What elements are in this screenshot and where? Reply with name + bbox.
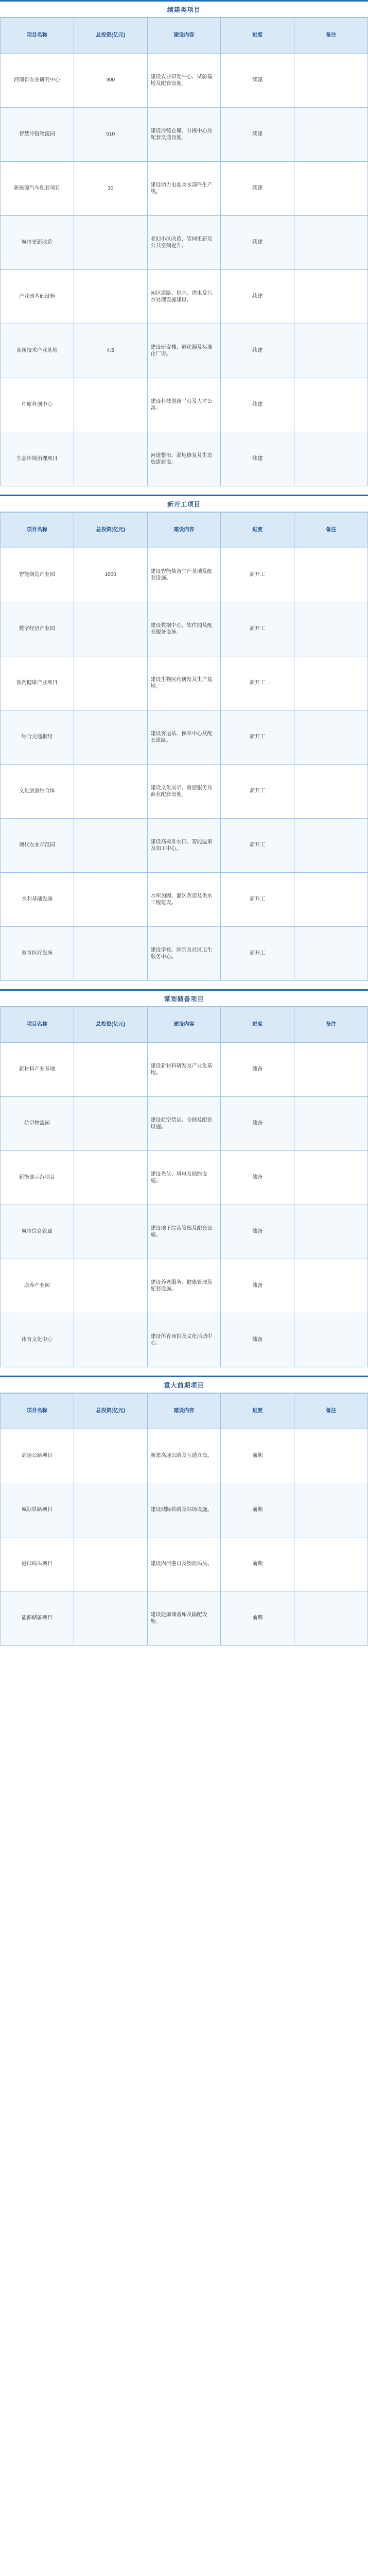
cell-content: 新建高速公路及互通立交。	[147, 1429, 221, 1483]
section-spacer	[0, 981, 368, 989]
cell-name: 医药健康产业项目	[1, 656, 74, 710]
cell-note	[294, 1537, 368, 1591]
cell-note	[294, 1205, 368, 1259]
table-row	[1, 162, 368, 216]
cell-content: 建设航空货运、仓储及配套设施。	[147, 1097, 221, 1151]
cell-note	[294, 1097, 368, 1151]
column-header: 进度	[221, 513, 294, 548]
cell-name: 产业园基础设施	[1, 270, 74, 324]
table-row	[1, 548, 368, 602]
column-header: 备注	[294, 18, 368, 54]
cell-status: 前期	[221, 1483, 294, 1537]
cell-num	[74, 1259, 147, 1313]
cell-name: 高新技术产业基地	[1, 324, 74, 378]
cell-note	[294, 819, 368, 873]
table-header-row	[1, 1007, 368, 1043]
cell-num	[74, 432, 147, 486]
column-header: 项目名称	[1, 1007, 74, 1043]
column-header: 建设内容	[147, 18, 221, 54]
section-title: 谋划储备项目	[0, 989, 368, 1007]
cell-num: 30	[74, 162, 147, 216]
cell-status: 新开工	[221, 710, 294, 765]
table-row	[1, 819, 368, 873]
cell-note	[294, 548, 368, 602]
cell-num	[74, 216, 147, 270]
cell-note	[294, 216, 368, 270]
cell-note	[294, 1313, 368, 1367]
cell-note	[294, 1591, 368, 1646]
section-1	[0, 0, 368, 495]
cell-content: 建设客运站、换乘中心及配套道路。	[147, 710, 221, 765]
column-header: 备注	[294, 1007, 368, 1043]
table-row	[1, 1591, 368, 1646]
cell-name: 教育医疗设施	[1, 927, 74, 981]
table-header-row	[1, 513, 368, 548]
cell-num	[74, 1429, 147, 1483]
cell-note	[294, 656, 368, 710]
column-header: 进度	[221, 18, 294, 54]
cell-status: 续建	[221, 270, 294, 324]
cell-status: 储备	[221, 1151, 294, 1205]
cell-num: 1000	[74, 548, 147, 602]
cell-num	[74, 1205, 147, 1259]
table-row	[1, 1429, 368, 1483]
table-row	[1, 1097, 368, 1151]
table-header-row	[1, 1394, 368, 1429]
cell-name: 新材料产业基地	[1, 1043, 74, 1097]
column-header: 项目名称	[1, 1394, 74, 1429]
cell-content: 建设新材料研发及产业化基地。	[147, 1043, 221, 1097]
section-3	[0, 989, 368, 1376]
cell-status: 新开工	[221, 765, 294, 819]
cell-note	[294, 602, 368, 656]
table-wrap	[0, 1007, 368, 1367]
cell-note	[294, 1483, 368, 1537]
cell-status: 续建	[221, 378, 294, 432]
cell-note	[294, 162, 368, 216]
column-header: 总投资(亿元)	[74, 1007, 147, 1043]
cell-status: 储备	[221, 1043, 294, 1097]
column-header: 项目名称	[1, 513, 74, 548]
cell-num	[74, 1483, 147, 1537]
table-row	[1, 765, 368, 819]
cell-name: 航空物流园	[1, 1097, 74, 1151]
cell-status: 新开工	[221, 873, 294, 927]
cell-content: 建设数据中心、软件园及配套服务设施。	[147, 602, 221, 656]
cell-content: 建设内河港口及物流码头。	[147, 1537, 221, 1591]
table-row	[1, 656, 368, 710]
cell-num	[74, 1591, 147, 1646]
cell-num: 300	[74, 54, 147, 108]
column-header: 总投资(亿元)	[74, 1394, 147, 1429]
cell-num	[74, 873, 147, 927]
cell-status: 前期	[221, 1429, 294, 1483]
cell-content: 建设冷链仓储、分拣中心及配套交通设施。	[147, 108, 221, 162]
table-wrap	[0, 18, 368, 486]
cell-content: 建设养老服务、健康管理及配套设施。	[147, 1259, 221, 1313]
cell-name: 现代农业示范园	[1, 819, 74, 873]
cell-name: 港口码头项目	[1, 1537, 74, 1591]
cell-num	[74, 1537, 147, 1591]
cell-note	[294, 873, 368, 927]
cell-status: 新开工	[221, 819, 294, 873]
cell-num	[74, 927, 147, 981]
table-header-row	[1, 18, 368, 54]
cell-note	[294, 1151, 368, 1205]
cell-note	[294, 710, 368, 765]
cell-num	[74, 819, 147, 873]
cell-name: 数字经济产业园	[1, 602, 74, 656]
table-wrap	[0, 1393, 368, 1646]
cell-content: 建设光伏、风电及储能设施。	[147, 1151, 221, 1205]
cell-note	[294, 270, 368, 324]
cell-note	[294, 324, 368, 378]
cell-num	[74, 1151, 147, 1205]
cell-num	[74, 602, 147, 656]
section-spacer	[0, 1367, 368, 1376]
project-table	[0, 512, 368, 981]
cell-status: 续建	[221, 216, 294, 270]
project-table	[0, 18, 368, 486]
cell-note	[294, 765, 368, 819]
cell-status: 续建	[221, 108, 294, 162]
cell-name: 智慧冷链物流园	[1, 108, 74, 162]
cell-note	[294, 1259, 368, 1313]
cell-content: 建设学校、医院及社区卫生服务中心。	[147, 927, 221, 981]
cell-num	[74, 1043, 147, 1097]
table-row	[1, 1205, 368, 1259]
cell-name: 河南省农业研究中心	[1, 54, 74, 108]
cell-status: 续建	[221, 324, 294, 378]
table-row	[1, 108, 368, 162]
section-title: 重大前期项目	[0, 1376, 368, 1393]
cell-num	[74, 1313, 147, 1367]
table-row	[1, 270, 368, 324]
cell-name: 水利基础设施	[1, 873, 74, 927]
cell-num	[74, 378, 147, 432]
cell-status: 前期	[221, 1591, 294, 1646]
cell-num	[74, 656, 147, 710]
column-header: 建设内容	[147, 1394, 221, 1429]
cell-name: 康养产业园	[1, 1259, 74, 1313]
cell-status: 新开工	[221, 927, 294, 981]
table-row	[1, 432, 368, 486]
cell-note	[294, 378, 368, 432]
section-2	[0, 495, 368, 989]
cell-note	[294, 432, 368, 486]
cell-status: 储备	[221, 1313, 294, 1367]
cell-content: 建设地下综合管廊及配套设施。	[147, 1205, 221, 1259]
cell-name: 城际铁路项目	[1, 1483, 74, 1537]
table-row	[1, 1151, 368, 1205]
cell-num	[74, 1097, 147, 1151]
column-header: 进度	[221, 1007, 294, 1043]
cell-name: 能源储备项目	[1, 1591, 74, 1646]
project-table	[0, 1007, 368, 1367]
cell-name: 城市更新改造	[1, 216, 74, 270]
cell-content: 建设研发楼、孵化器及标准化厂房。	[147, 324, 221, 378]
table-row	[1, 1483, 368, 1537]
cell-name: 新能源汽车配套项目	[1, 162, 74, 216]
cell-note	[294, 54, 368, 108]
column-header: 备注	[294, 513, 368, 548]
cell-note	[294, 108, 368, 162]
cell-content: 建设文化展示、旅游服务及商业配套设施。	[147, 765, 221, 819]
table-row	[1, 873, 368, 927]
table-row	[1, 1313, 368, 1367]
cell-note	[294, 927, 368, 981]
cell-status: 新开工	[221, 602, 294, 656]
cell-content: 建设农业研发中心、试验基地及配套设施。	[147, 54, 221, 108]
cell-content: 老旧小区改造、管网更新及公共空间提升。	[147, 216, 221, 270]
cell-status: 前期	[221, 1537, 294, 1591]
section-title: 续建类项目	[0, 0, 368, 18]
cell-name: 生态环境治理项目	[1, 432, 74, 486]
cell-content: 河道整治、湿地修复及生态廊道建设。	[147, 432, 221, 486]
cell-content: 园区道路、供水、供电及污水处理设施建设。	[147, 270, 221, 324]
table-row	[1, 216, 368, 270]
section-title: 新开工项目	[0, 495, 368, 512]
table-row	[1, 1259, 368, 1313]
cell-status: 续建	[221, 54, 294, 108]
table-row	[1, 378, 368, 432]
table-row	[1, 1043, 368, 1097]
cell-status: 新开工	[221, 656, 294, 710]
section-spacer	[0, 486, 368, 495]
cell-num: 4.5	[74, 324, 147, 378]
table-row	[1, 54, 368, 108]
column-header: 项目名称	[1, 18, 74, 54]
table-row	[1, 324, 368, 378]
section-spacer	[0, 1646, 368, 1654]
column-header: 建设内容	[147, 513, 221, 548]
cell-content: 建设能源储备库及输配设施。	[147, 1591, 221, 1646]
cell-content: 建设动力电池及零部件生产线。	[147, 162, 221, 216]
table-wrap	[0, 512, 368, 981]
cell-content: 建设生物医药研发及生产基地。	[147, 656, 221, 710]
cell-note	[294, 1429, 368, 1483]
cell-num	[74, 270, 147, 324]
cell-num	[74, 765, 147, 819]
table-row	[1, 602, 368, 656]
cell-content: 建设体育场馆及文化活动中心。	[147, 1313, 221, 1367]
table-row	[1, 1537, 368, 1591]
section-4	[0, 1376, 368, 1654]
cell-name: 综合交通枢纽	[1, 710, 74, 765]
cell-num: 510	[74, 108, 147, 162]
cell-name: 新能源示范项目	[1, 1151, 74, 1205]
cell-name: 高速公路项目	[1, 1429, 74, 1483]
cell-status: 续建	[221, 432, 294, 486]
cell-name: 城市综合管廊	[1, 1205, 74, 1259]
cell-status: 储备	[221, 1259, 294, 1313]
cell-name: 中原科创中心	[1, 378, 74, 432]
cell-content: 建设城际铁路及站场设施。	[147, 1483, 221, 1537]
cell-status: 续建	[221, 162, 294, 216]
cell-num	[74, 710, 147, 765]
column-header: 进度	[221, 1394, 294, 1429]
column-header: 备注	[294, 1394, 368, 1429]
cell-content: 水库加固、灌区改造及供水工程建设。	[147, 873, 221, 927]
column-header: 总投资(亿元)	[74, 513, 147, 548]
cell-status: 储备	[221, 1205, 294, 1259]
column-header: 建设内容	[147, 1007, 221, 1043]
cell-note	[294, 1043, 368, 1097]
watermark	[132, 1818, 239, 1882]
cell-name: 体育文化中心	[1, 1313, 74, 1367]
table-row	[1, 927, 368, 981]
project-table	[0, 1393, 368, 1646]
column-header: 总投资(亿元)	[74, 18, 147, 54]
table-row	[1, 710, 368, 765]
cell-status: 储备	[221, 1097, 294, 1151]
cell-content: 建设高标准农田、智能温室及加工中心。	[147, 819, 221, 873]
cell-status: 新开工	[221, 548, 294, 602]
cell-content: 建设科技创新平台及人才公寓。	[147, 378, 221, 432]
cell-name: 智能制造产业园	[1, 548, 74, 602]
cell-name: 文化旅游综合体	[1, 765, 74, 819]
cell-content: 建设智能装备生产基地及配套设施。	[147, 548, 221, 602]
